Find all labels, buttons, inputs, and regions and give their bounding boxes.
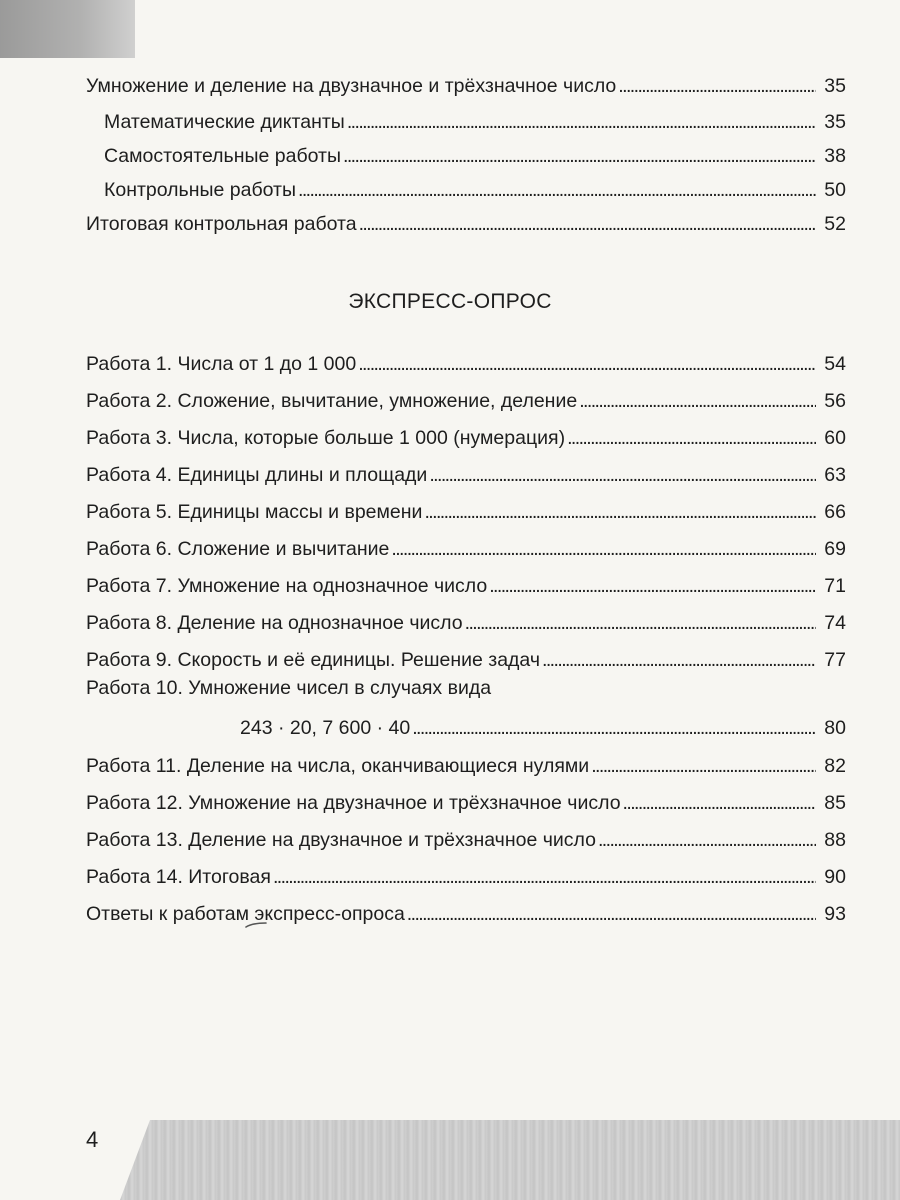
toc-leader-dots <box>347 110 816 134</box>
toc-entry <box>86 818 846 852</box>
toc-entry <box>86 64 846 98</box>
toc-entry-page: 69 <box>824 538 846 560</box>
toc-entry-title: Работа 7. Умножение на однозначное число <box>86 575 488 597</box>
section-heading: ЭКСПРЕСС-ОПРОС <box>348 290 552 313</box>
toc-entry-title: Работа 11. Деление на числа, оканчивающиеся нулями <box>86 755 590 777</box>
toc-entry-title: Умножение и деление на двузначное и трёхзначное число <box>86 75 617 97</box>
toc-entry <box>86 453 846 487</box>
toc-entry <box>86 202 846 236</box>
toc-entry-title: Работа 13. Деление на двузначное и трёхзначное число <box>86 829 596 851</box>
toc-entry-page: 77 <box>824 649 846 671</box>
toc-entry <box>86 638 846 672</box>
toc-entry-page: 74 <box>824 612 846 634</box>
toc-entry <box>86 744 846 778</box>
toc-leader-dots <box>343 144 816 168</box>
toc-entry-title: Работа 14. Итоговая <box>86 866 271 888</box>
toc-entry-title: Итоговая контрольная работа <box>86 213 357 235</box>
toc-entry-title: Контрольные работы <box>104 179 296 201</box>
page-number: 4 <box>86 1127 99 1152</box>
toc-entry-page: 93 <box>824 903 846 925</box>
toc-leader-dots <box>412 716 816 740</box>
toc-entry-title: Работа 9. Скорость и её единицы. Решение задач <box>86 649 541 671</box>
toc-entry-title-line2: 243 · 20, 7 600 · 40 <box>240 717 411 739</box>
toc-leader-dots <box>424 500 816 524</box>
toc-leader-dots <box>429 463 816 487</box>
toc-entry-page: 66 <box>824 501 846 523</box>
toc-entry <box>86 855 846 889</box>
toc-leader-dots <box>591 754 816 778</box>
toc-entry-page: 63 <box>824 464 846 486</box>
toc-entry-title: Работа 4. Единицы длины и площади <box>86 464 428 486</box>
toc-entry-title: Работа 12. Умножение на двузначное и трёхзначное число <box>86 792 621 814</box>
toc-entry-page: 54 <box>824 353 846 375</box>
toc-leader-dots <box>407 902 816 926</box>
toc-entry <box>86 379 846 413</box>
toc-leader-dots <box>359 212 816 236</box>
toc-leader-dots <box>489 574 816 598</box>
toc-entry <box>86 416 846 450</box>
toc-entry <box>104 168 846 202</box>
toc-entry <box>104 100 846 134</box>
toc-entry-page: 35 <box>824 75 846 97</box>
toc-entry-title: Работа 6. Сложение и вычитание <box>86 538 390 560</box>
toc-leader-dots <box>391 537 816 561</box>
toc-entry-title: Работа 1. Числа от 1 до 1 000 <box>86 353 357 375</box>
toc-entry <box>86 564 846 598</box>
toc-leader-dots <box>598 828 816 852</box>
pen-mark-icon <box>245 922 267 928</box>
toc-entry-title: Математические диктанты <box>104 111 345 133</box>
toc-entry <box>86 781 846 815</box>
toc-leader-dots <box>358 352 816 376</box>
toc-entry-page: 52 <box>824 213 846 235</box>
toc-entry-page: 88 <box>824 829 846 851</box>
toc-leader-dots <box>542 648 816 672</box>
toc-leader-dots <box>465 611 816 635</box>
toc-entry-page: 38 <box>824 145 846 167</box>
toc-entry-page: 85 <box>824 792 846 814</box>
toc-entry-page: 50 <box>824 179 846 201</box>
toc-entry-page: 56 <box>824 390 846 412</box>
toc-entry <box>240 706 846 740</box>
toc-leader-dots <box>567 426 816 450</box>
toc-entry-page: 90 <box>824 866 846 888</box>
toc-leader-dots <box>579 389 816 413</box>
toc-entry-page: 35 <box>824 111 846 133</box>
toc-entry <box>86 490 846 524</box>
toc-entry <box>86 342 846 376</box>
toc-entry-page: 82 <box>824 755 846 777</box>
toc-entry <box>86 527 846 561</box>
toc-entry <box>104 134 846 168</box>
toc-leader-dots <box>298 178 816 202</box>
toc-leader-dots <box>618 74 816 98</box>
toc-leader-dots <box>273 865 816 889</box>
toc-entry-page: 71 <box>824 575 846 597</box>
toc-entry-page: 80 <box>824 717 846 739</box>
scan-shadow-top <box>0 0 135 58</box>
toc-entry-title-line1: Работа 10. Умножение чисел в случаях вида <box>86 677 492 699</box>
toc-entry-title: Самостоятельные работы <box>104 145 341 167</box>
toc-leader-dots <box>623 791 816 815</box>
toc-entry-page: 60 <box>824 427 846 449</box>
toc-entry <box>86 601 846 635</box>
toc-entry <box>86 892 846 926</box>
toc-entry-title: Работа 5. Единицы массы и времени <box>86 501 423 523</box>
toc-entry-title: Работа 3. Числа, которые больше 1 000 (нумерация) <box>86 427 566 449</box>
toc-entry-title: Ответы к работам экспресс-опроса <box>86 903 405 925</box>
toc-entry-title: Работа 2. Сложение, вычитание, умножение, деление <box>86 390 578 412</box>
toc-entry-title: Работа 8. Деление на однозначное число <box>86 612 463 634</box>
